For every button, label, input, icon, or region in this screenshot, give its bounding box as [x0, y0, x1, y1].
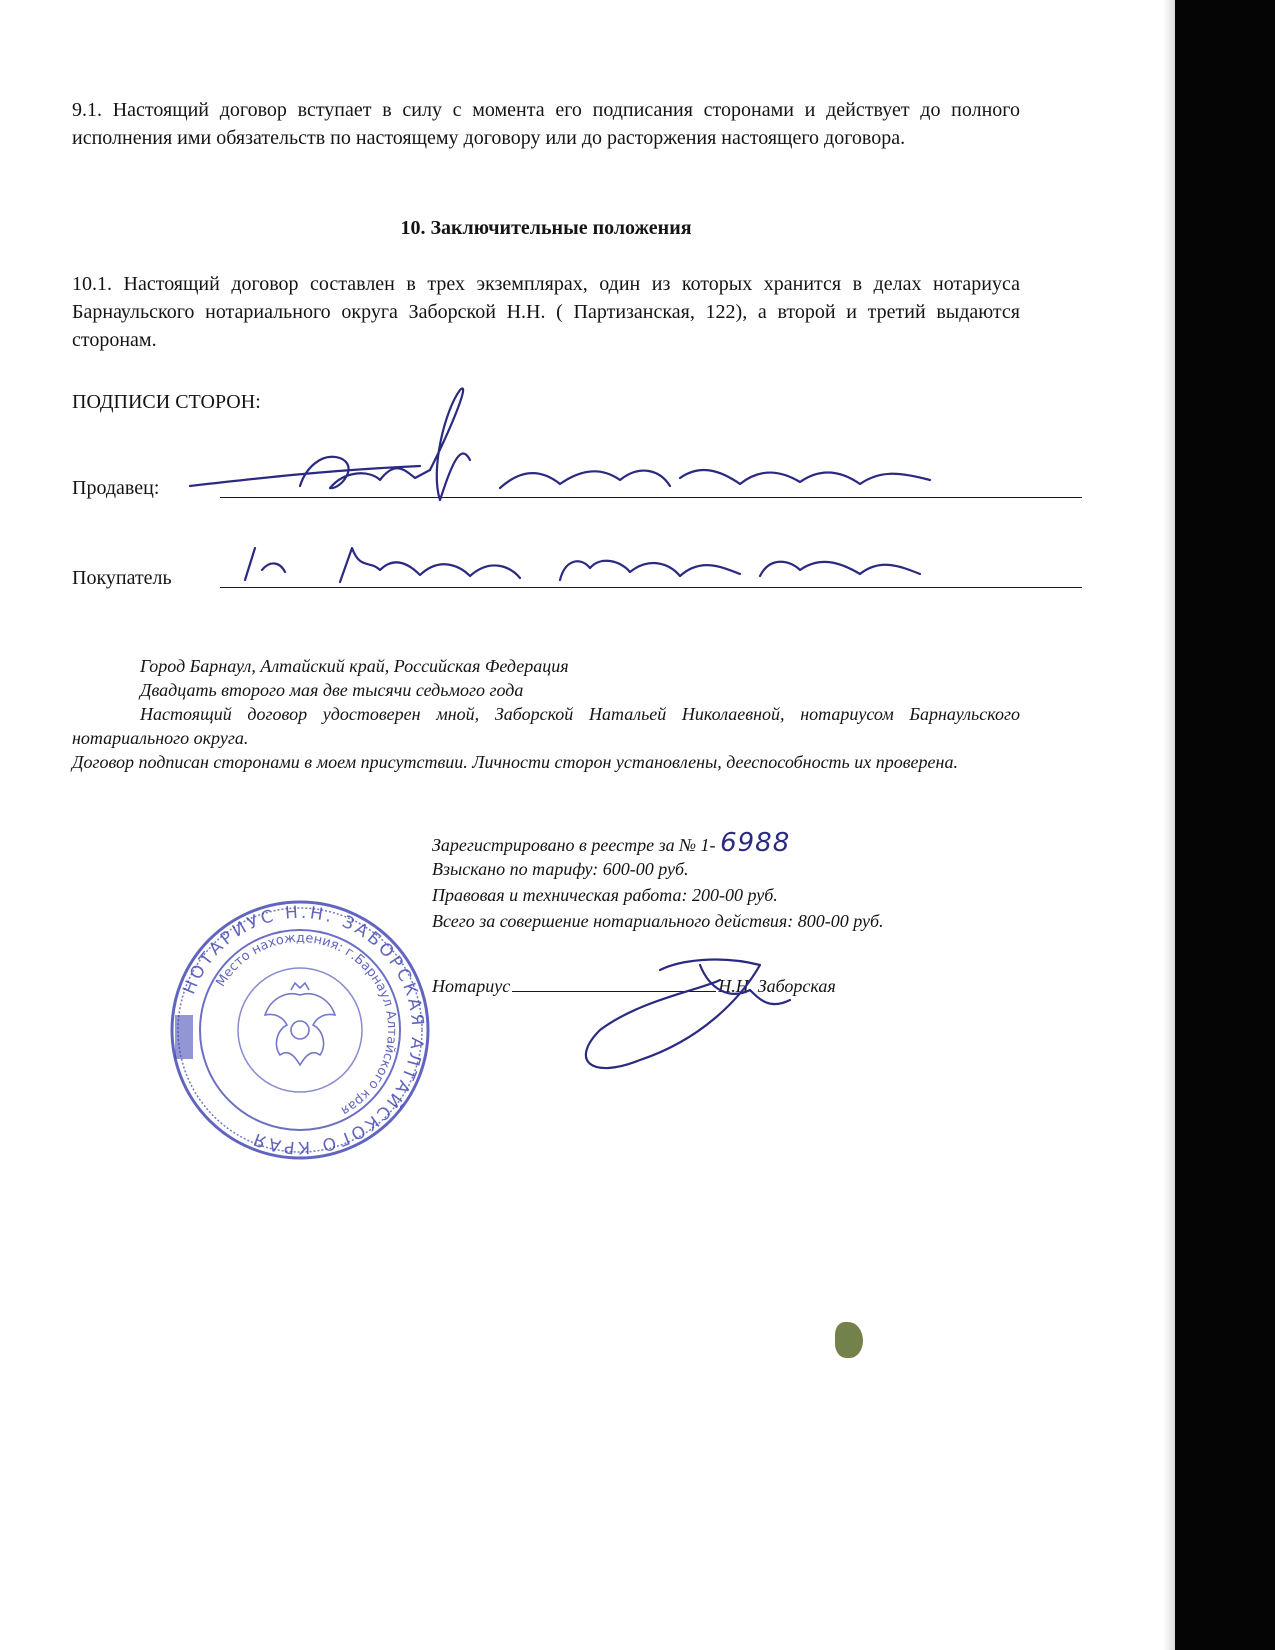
seal-inner-text: Место нахождения: г.Барнаул Алтайского края — [213, 930, 400, 1118]
registry-number-handwritten: 6988 — [720, 828, 791, 858]
notary-signature-row — [432, 972, 836, 1000]
seal-outer-text: НОТАРИУС Н.Н. ЗАБОРСКАЯ АЛТАЙСКОГО КРАЯ — [179, 902, 428, 1158]
buyer-label: Покупатель — [72, 567, 172, 589]
notary-signature-line — [512, 977, 716, 992]
ink-blot — [835, 1322, 863, 1358]
certification-date: Двадцать второго мая две тысячи седьмого года — [140, 680, 524, 700]
certification-signed-statement: Договор подписан сторонами в моем присутствии. Личности сторон установлены, дееспособность их проверена. — [72, 752, 958, 772]
seller-label: Продавец: — [72, 477, 160, 499]
signatures-heading: ПОДПИСИ СТОРОН: — [72, 391, 261, 413]
registry-total: Всего за совершение нотариального действия: 800-00 руб. — [432, 911, 884, 931]
notary-seal — [165, 895, 435, 1165]
section-10-title: 10. Заключительные положения — [400, 217, 692, 239]
seal-ink-smudge — [175, 1015, 193, 1059]
scan-edge-highlight — [1163, 0, 1175, 1650]
registry-number — [432, 830, 790, 858]
eagle-emblem-icon — [265, 983, 335, 1065]
certification-statement: Настоящий договор удостоверен мной, Заборской Натальей Николаевной, нотариусом Барнаульского нотариального округа. — [72, 704, 1020, 748]
certification-city: Город Барнаул, Алтайский край, Российская Федерация — [140, 656, 569, 676]
seller-signature-row — [72, 472, 1020, 502]
notary-label: Нотариус — [432, 976, 511, 996]
seller-signature-line — [220, 497, 1082, 498]
scan-dark-edge — [1175, 0, 1275, 1650]
buyer-signature-row — [72, 562, 1020, 592]
buyer-signature-line — [220, 587, 1082, 588]
clause-10-1: 10.1. Настоящий договор составлен в трех экземплярах, один из которых хранится в делах нотариуса Барнаульского нотариального округа Заборской Н.Н. ( Партизанская, 122), а второй и третий выдаются сторонам. — [72, 273, 1020, 351]
registry-legal-work: Правовая и техническая работа: 200-00 руб. — [432, 885, 778, 905]
registry-tariff: Взыскано по тарифу: 600-00 руб. — [432, 859, 689, 879]
clause-9-1: 9.1. Настоящий договор вступает в силу с момента его подписания сторонами и действует до полного исполнения ими обязательств по настоящему договору или до расторжения настоящего договора. — [72, 99, 1020, 149]
notary-name: Н.Н. Заборская — [718, 976, 836, 996]
registry-label: Зарегистрировано в реестре за № 1- — [432, 835, 716, 855]
